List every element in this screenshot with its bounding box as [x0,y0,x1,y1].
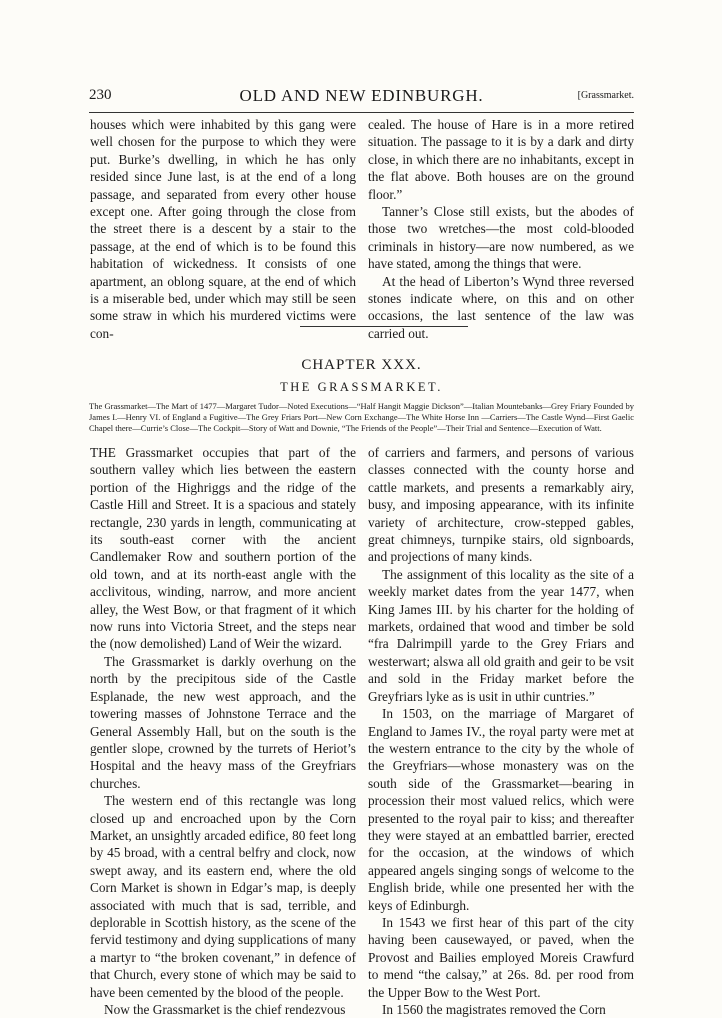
paragraph: THE Grassmarket occupies that part of the southern valley which lies between the eastern portion of the Highriggs and the ridge of the Castle Hill and Street. It is a spacious and stately rectangle, 230 yards in length, communicating at its south-east corner with the ancient Candlemaker Row and southern portion of the old town, and at its north-east angle with the acclivitous, winding, narrow, and more ancient alley, the West Bow, or that fragment of it which now runs into Victoria Street, and the steps near the (now demolished) Land of Weir the wizard. [90,445,356,652]
running-title: OLD AND NEW EDINBURGH. [239,86,484,105]
paragraph: In 1503, on the marriage of Margaret of England to James IV., the royal party were met at the western entrance to the city by the whole of the Greyfriars—whose monastery was on the south side of the Grassmarket—bearing in procession their most valued relics, which were presented to the royal pair to kiss; and thereafter they were stayed at an embattled barrier, erected for the occasion, at the windows of which appeared angels singing songs of welcome to the English bride, while one presented her with the keys of Edinburgh. [368,706,634,913]
paragraph: In 1560 the magistrates removed the Corn [382,1002,606,1017]
paragraph: At the head of Liberton’s Wynd three reversed stones indicate where, on this and on other occasions, the last sentence of the law was carried out. [368,273,634,341]
paragraph: In 1543 we first hear of this part of the city having been causewayed, or paved, when the Provost and Bailies employed Moreis Crawfurd to mend “the calsay,” at 26s. 8d. per rood from the Upper Bow to the West Port. [368,914,634,1000]
paragraph: houses which were inhabited by this gang were well chosen for the purpose to which they were put. Burke’s dwelling, in which he has only resided since June last, is at the end of a long passage, and separated from every other house except one. After going through the close from the street there is a descent by a stair to the passage, at the end of which is to be found this habitation of wickedness. It consists of one apartment, an oblong square, at the end of which is a miserable bed, under which may still be seen some straw in which his murdered victims were con- [90,117,356,341]
column-top-right [368,116,634,342]
paragraph: The assignment of this locality as the site of a weekly market dates from the year 1477, when King James III. by his charter for the holding of markets, ordained that wood and timber be sold “fra Dalrimpill yarde to the Grey Friars and westerwart; alswa all old graith and geir to be vsit and sold in the Friday market before the Greyfriars lyke as is usit in uthir cuntries.” [368,566,634,704]
paragraph: The Grassmarket is darkly overhung on the north by the precipitous side of the Castle Esplanade, the new west approach, and the towering masses of Johnstone Terrace and the General Assembly Hall, but on the south is the gentler slope, crowned by the turrets of Heriot’s Hospital and the heavy mass of the Greyfriars churches. [90,653,356,791]
header-divider [89,112,634,113]
running-header [89,86,634,106]
section-label: [Grassmarket. [577,90,634,101]
column-top-left [90,116,356,342]
column-bottom-left [90,444,356,1018]
section-divider [300,326,468,327]
paragraph: cealed. The house of Hare is in a more retired situation. The passage to it is by a dark and dirty close, in which there are no inhabitants, except in the flat above. Both houses are on the ground floor.” [368,117,634,202]
column-bottom-right [368,444,634,1018]
chapter-title: THE GRASSMARKET. [280,380,443,394]
paragraph: Tanner’s Close still exists, but the abodes of those two wretches—the most cold-blooded criminals in history—are now numbered, as we have stated, among the things that were. [368,204,634,272]
paragraph: of carriers and farmers, and persons of various classes connected with the county horse and cattle markets, and presents a remarkably airy, busy, and imposing appearance, with its infinite variety of architecture, crow-stepped gables, great chimneys, turnpike stairs, old signboards, and projections of many kinds. [368,445,634,565]
paragraph: Now the Grassmarket is the chief rendezvous [104,1002,346,1017]
paragraph: The western end of this rectangle was long closed up and encroached upon by the Corn Market, an unsightly arcaded edifice, 80 feet long by 45 broad, with a central belfry and clock, now swept away, and its eastern end, where the old Corn Market is shown in Edgar’s map, is deeply associated with much that is sad, terrible, and deplorable in Scottish history, as the scene of the fervid testimony and dying supplications of many a martyr to “the broken covenant,” in defence of that Church, every stone of which may be said to have been cemented by the blood of the people. [90,793,356,1000]
page-number: 230 [89,87,112,103]
chapter-heading: CHAPTER XXX. [301,357,422,373]
chapter-synopsis: The Grassmarket—The Mart of 1477—Margaret Tudor—Noted Executions—“Half Hangit Maggie Dickson”—Italian Mountebanks—Grey Friary Founded by James I.—Henry VI. of England a Fugitive—The Grey Friars Port—New Corn Exchange—The White Horse Inn —Carriers—The Castle Wynd—First Gaelic Chapel there—Currie’s Close—The Cockpit—Story of Watt and Downie, “The Friends of the People”—Their Trial and Sentence—Execution of Watt. [89,401,634,433]
